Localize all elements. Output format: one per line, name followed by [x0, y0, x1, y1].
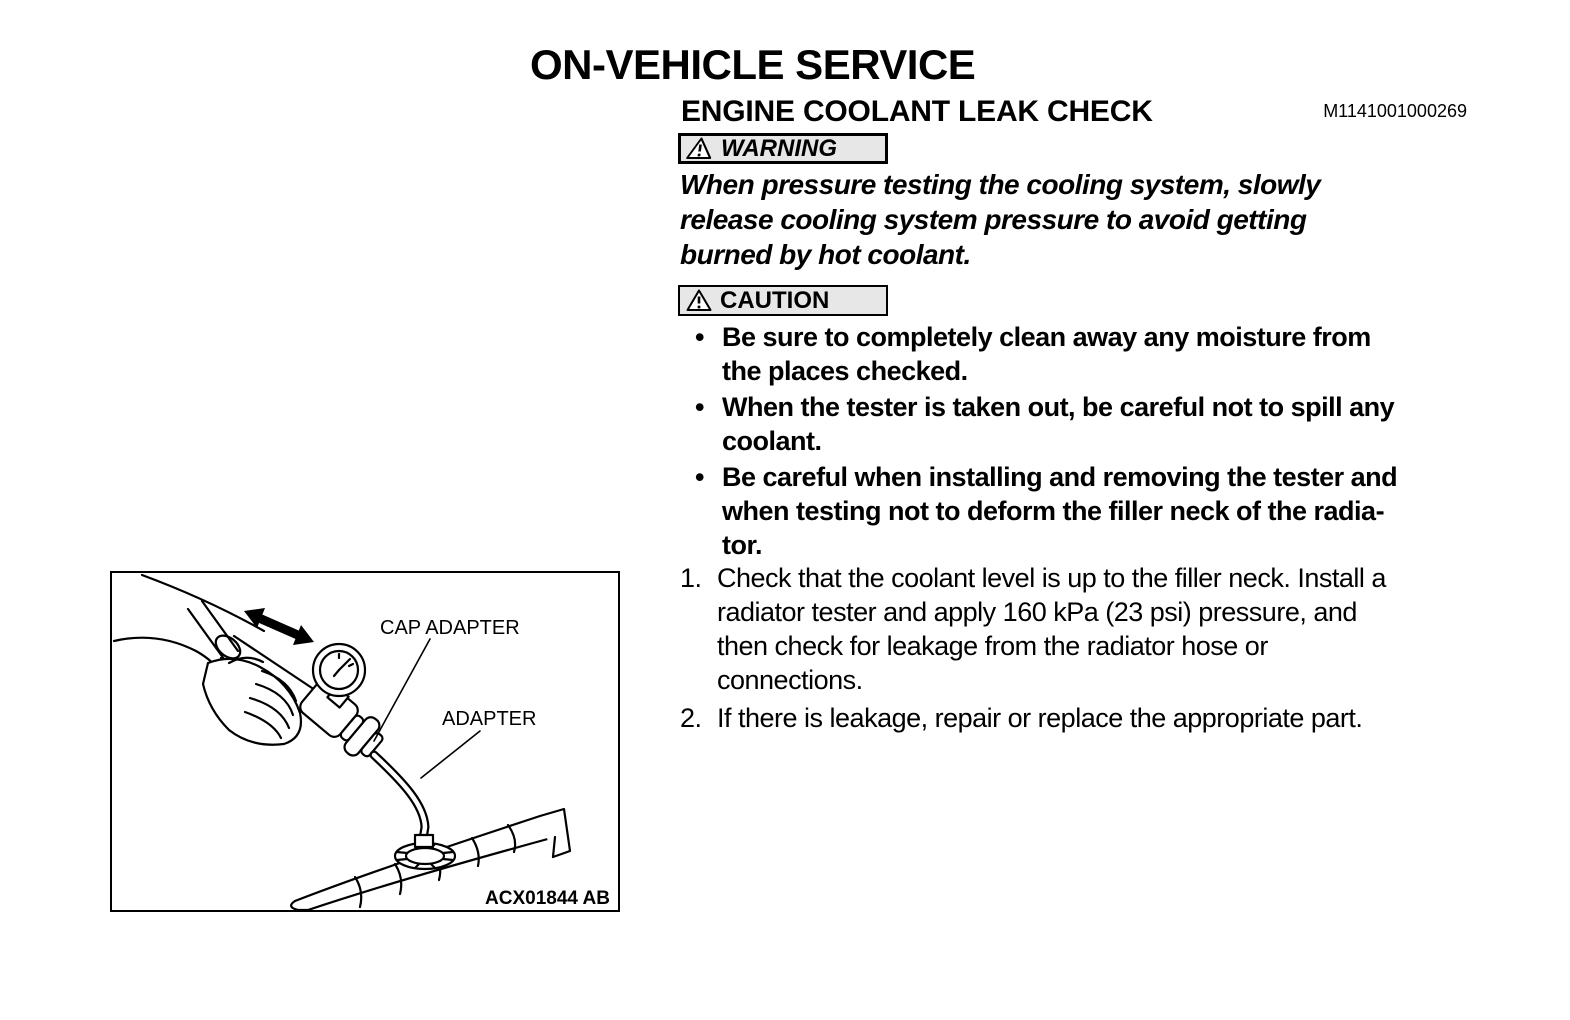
step-item — [680, 561, 1480, 697]
page-title: ON-VEHICLE SERVICE — [530, 41, 976, 89]
caution-item-text — [722, 320, 1371, 388]
text-line: When the tester is taken out, be careful not to spill any — [722, 392, 1395, 422]
text-line: When pressure testing the cooling system, slowly — [680, 169, 1321, 200]
step-number: 2. — [680, 703, 702, 733]
procedure-steps — [680, 561, 1480, 739]
caution-item — [680, 390, 1480, 458]
bullet-marker: • — [695, 322, 705, 352]
caution-item — [680, 320, 1480, 388]
doc-number: M1141001000269 — [1323, 101, 1467, 121]
figure-code: ACX01844 AB — [485, 888, 610, 909]
step-text — [717, 701, 1362, 735]
text-line: when testing not to deform the filler neck of the radia- — [722, 496, 1385, 526]
radiator-tester-illustration — [112, 573, 618, 910]
text-line: tor. — [722, 530, 763, 560]
step-text — [717, 561, 1386, 697]
caution-box — [678, 285, 888, 316]
figure-radiator-tester — [110, 571, 620, 912]
step-item — [680, 701, 1480, 735]
text-line: the places checked. — [722, 356, 968, 386]
warning-label: WARNING — [721, 134, 837, 162]
figure-label-adapter: ADAPTER — [442, 708, 537, 730]
text-line: coolant. — [722, 426, 822, 456]
caution-item-text — [722, 460, 1397, 562]
text-line: radiator tester and apply 160 kPa (23 psi) pressure, and — [717, 597, 1357, 627]
caution-label: CAUTION — [720, 286, 830, 314]
text-line: connections. — [717, 665, 863, 695]
caution-item-text — [722, 390, 1394, 458]
warning-box — [678, 133, 888, 164]
step-number: 1. — [680, 563, 702, 593]
bullet-marker: • — [695, 392, 705, 422]
figure-label-cap-adapter: CAP ADAPTER — [380, 617, 520, 639]
text-line: release cooling system pressure to avoid getting — [680, 204, 1307, 235]
warning-triangle-icon — [685, 137, 714, 160]
warning-text — [680, 167, 1460, 272]
caution-list — [680, 320, 1480, 564]
section-title: ENGINE COOLANT LEAK CHECK — [681, 94, 1153, 128]
bullet-marker: • — [695, 462, 705, 492]
caution-item — [680, 460, 1480, 562]
caution-triangle-icon — [686, 289, 712, 312]
text-line: Check that the coolant level is up to the filler neck. Install a — [717, 563, 1386, 593]
text-line: Be careful when installing and removing the tester and — [722, 462, 1398, 492]
text-line: burned by hot coolant. — [680, 239, 971, 270]
text-line: If there is leakage, repair or replace the appropriate part. — [717, 703, 1363, 733]
text-line: then check for leakage from the radiator hose or — [717, 631, 1268, 661]
text-line: Be sure to completely clean away any moisture from — [722, 322, 1371, 352]
